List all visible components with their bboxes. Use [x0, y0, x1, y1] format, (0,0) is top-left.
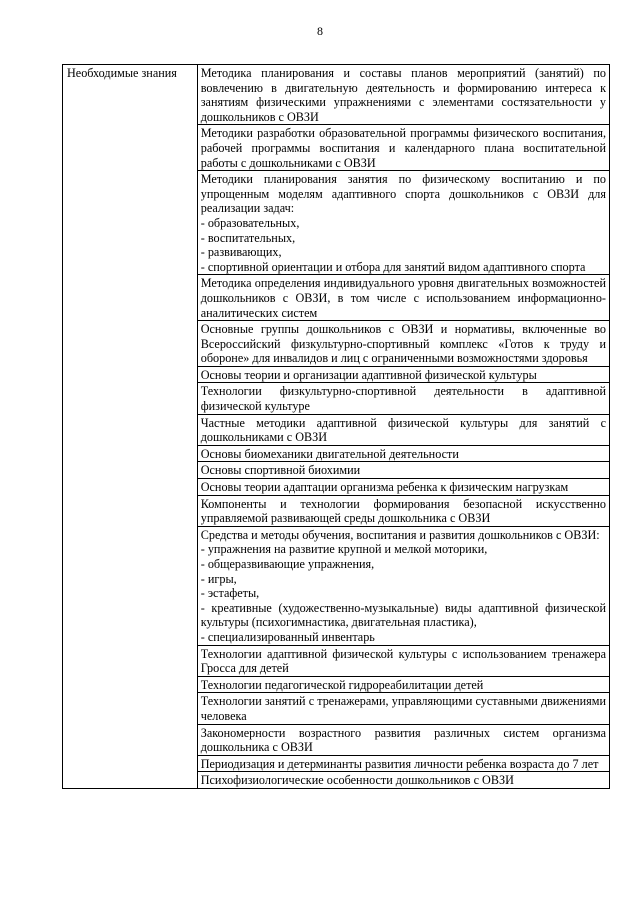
knowledge-item: Закономерности возрастного развития различных систем организма дошкольника с ОВЗИ: [200, 725, 606, 755]
knowledge-item: Методики разработки образовательной программы физического воспитания, рабочей программы воспитания и календарного плана воспитательной работы с дошкольниками с ОВЗИ: [200, 126, 606, 170]
row-label-cell: [63, 65, 198, 789]
table-cell: [197, 772, 609, 789]
table-cell: [197, 495, 609, 526]
table-cell: [197, 321, 609, 367]
table-cell: [197, 479, 609, 496]
knowledge-item: Основы теории адаптации организма ребенка к физическим нагрузкам: [200, 480, 569, 495]
table-cell: [197, 693, 609, 724]
table-cell: [197, 125, 609, 171]
knowledge-item: Технологии занятий с тренажерами, управляющими суставными движениями человека: [200, 694, 606, 723]
table-cell: [197, 65, 609, 125]
table-cell: [197, 676, 609, 693]
knowledge-item: Компоненты и технологии формирования безопасной искусственно управляемой развивающей среды дошкольника с ОВЗИ: [200, 496, 606, 526]
knowledge-item: Методики планирования занятия по физическому воспитанию и по упрощенным моделям адаптивного спорта дошкольников с ОВЗИ для реализации задач: - образовательных, - воспитательных, - развивающих, - спортивной ориентации и отбора для занятий видом адаптивного спорта: [200, 172, 606, 274]
knowledge-item: Методика планирования и составы планов мероприятий (занятий) по вовлечению в двигательную деятельность и формированию интереса к занятиям физическими упражнениями с элементами состязательности у дошкольников с ОВЗИ: [200, 66, 606, 124]
knowledge-item: Технологии педагогической гидрореабилитации детей: [200, 677, 484, 692]
table-cell: [197, 724, 609, 755]
knowledge-table: [62, 64, 610, 789]
table-cell: [197, 414, 609, 445]
knowledge-table-body: [63, 65, 610, 789]
table-cell: [197, 366, 609, 383]
knowledge-item: Основы теории и организации адаптивной физической культуры: [200, 367, 537, 382]
knowledge-item: Периодизация и детерминанты развития личности ребенка возраста до 7 лет: [200, 756, 599, 771]
knowledge-item: Технологии адаптивной физической культуры с использованием тренажера Гросса для детей: [200, 646, 606, 676]
knowledge-item: Основы спортивной биохимии: [200, 463, 361, 478]
table-cell: [197, 462, 609, 479]
page-number: 8: [317, 24, 323, 38]
knowledge-item: Психофизиологические особенности дошкольников с ОВЗИ: [200, 773, 514, 788]
knowledge-item: Частные методики адаптивной физической культуры для занятий с дошкольниками с ОВЗИ: [200, 415, 606, 445]
knowledge-item: Технологии физкультурно-спортивной деятельности в адаптивной физической культуре: [200, 384, 606, 414]
table-cell: [197, 171, 609, 275]
table-cell: [197, 445, 609, 462]
knowledge-item: Основные группы дошкольников с ОВЗИ и нормативы, включенные во Всероссийский физкультурно-спортивный комплекс «Готов к труду и обороне» для инвалидов и лиц с ограниченными возможностями здоровья: [200, 322, 606, 366]
knowledge-item: Методика определения индивидуального уровня двигательных возможностей дошкольников с ОВЗИ, в том числе с использованием информационно-аналитических систем: [200, 276, 606, 320]
table-cell: [197, 383, 609, 414]
table-cell: [197, 526, 609, 645]
table-cell: [197, 755, 609, 772]
table-cell: [197, 275, 609, 321]
table-cell: [197, 645, 609, 676]
knowledge-item: Основы биомеханики двигательной деятельности: [200, 446, 459, 461]
table-row: [63, 65, 610, 125]
knowledge-item: Средства и методы обучения, воспитания и развития дошкольников с ОВЗИ: - упражнения на развитие крупной и мелкой моторики, - общеразвивающие упражнения, - игры, - эстафеты, - креативные (художественно-музыкальные) виды адаптивной физической культуры (психогимнастика, двигательная пластика), - специализированный инвентарь: [200, 527, 606, 644]
row-label: Необходимые знания: [67, 66, 177, 80]
